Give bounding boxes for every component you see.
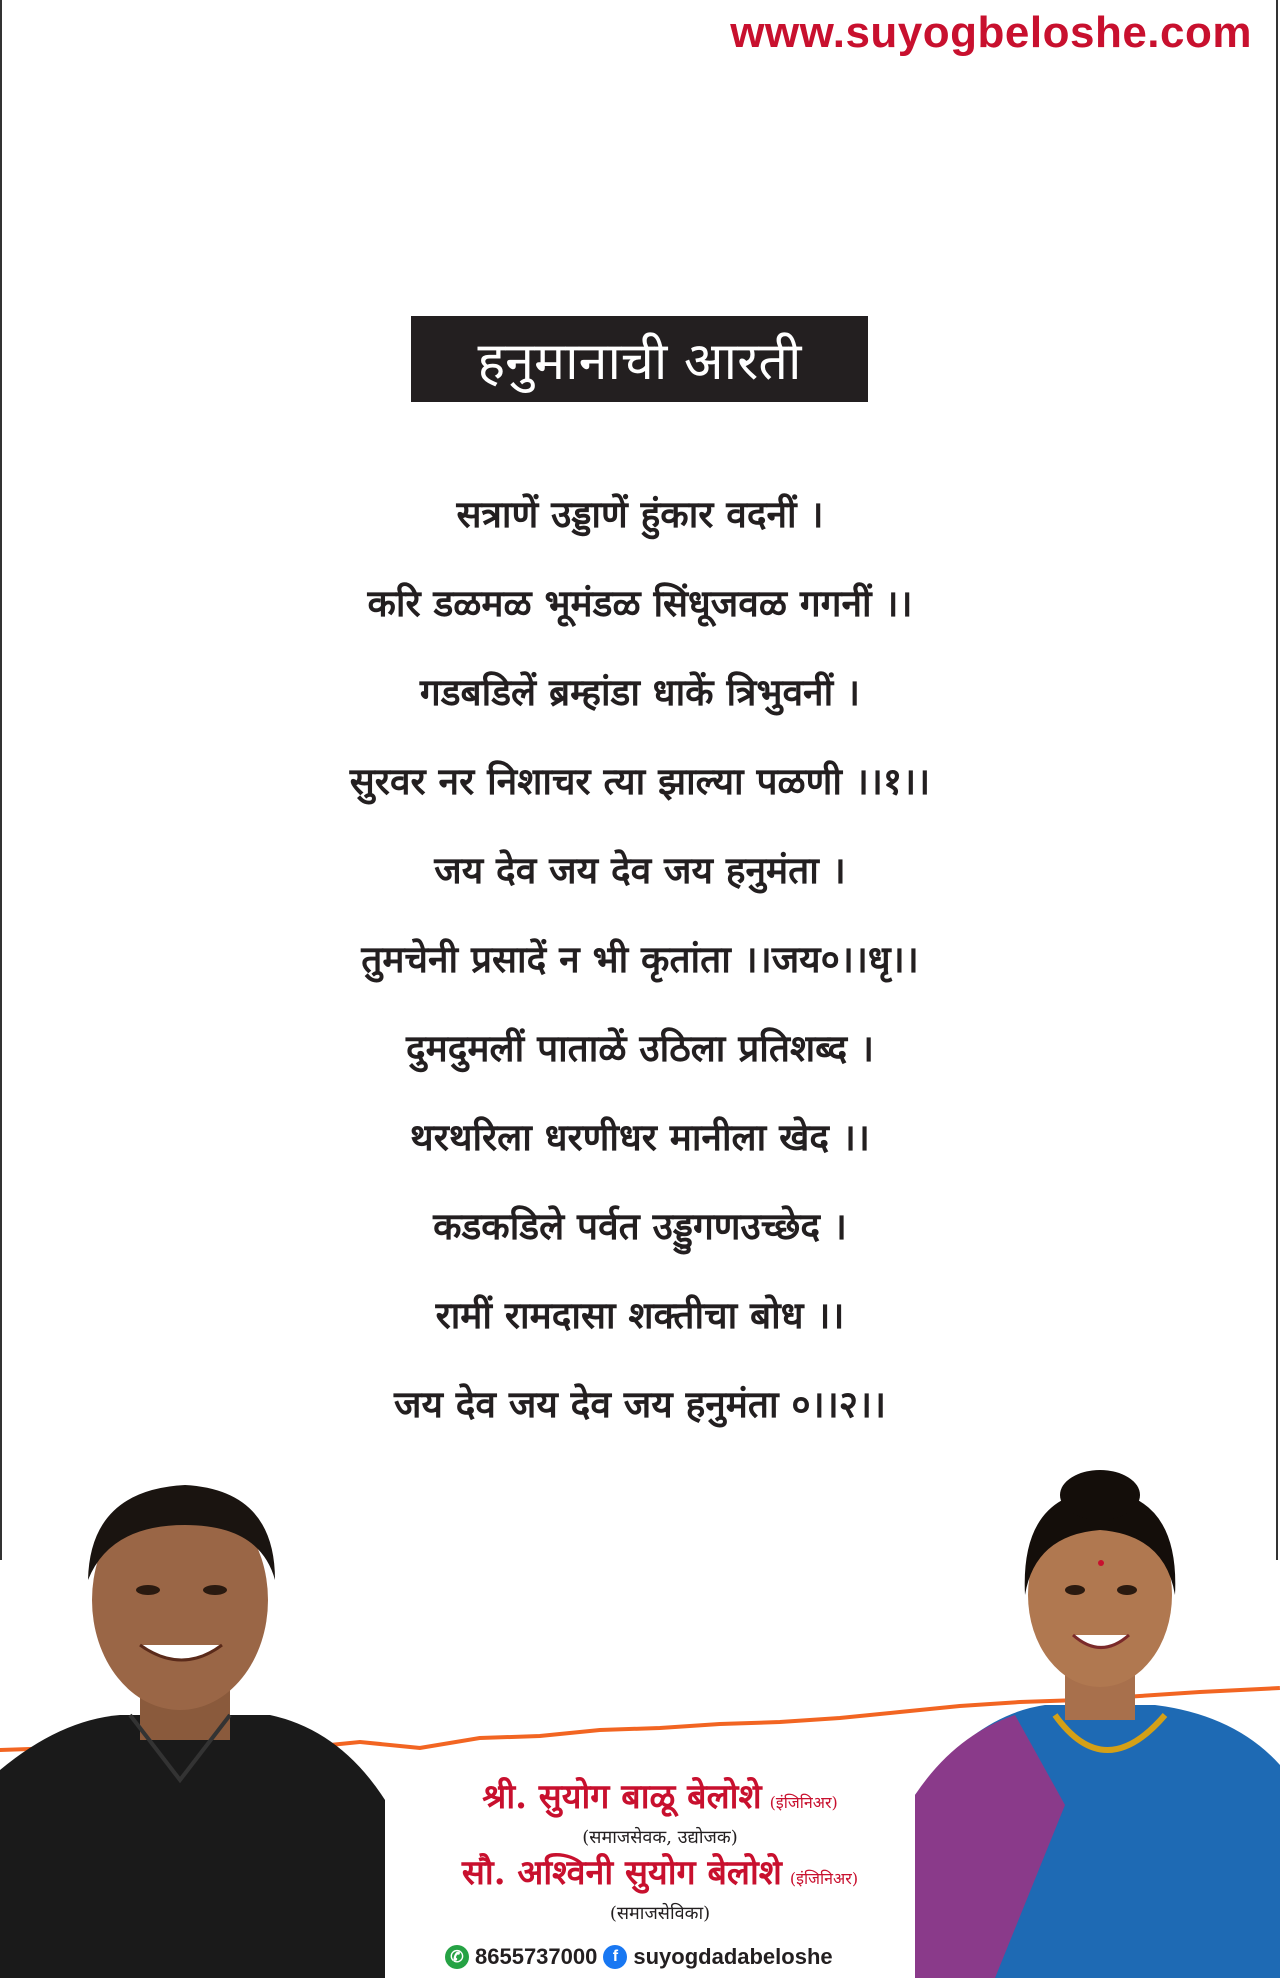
whatsapp-icon: ✆ [445, 1945, 469, 1969]
phone-number[interactable]: 8655737000 [475, 1944, 598, 1969]
verse-line: करि डळमळ भूमंडळ सिंधूजवळ गगनीं ।। [367, 582, 913, 625]
verse-line: तुमचेनी प्रसादें न भी कृतांता ।।जय०।।धृ।। [361, 938, 919, 981]
portrait-woman [915, 1465, 1280, 1978]
verse-line: गडबडिलें ब्रम्हांडा धाकें त्रिभुवनीं । [419, 671, 861, 714]
name-secondary-tag: (इंजिनिअर) [789, 1869, 859, 1888]
facebook-handle[interactable]: suyogdadabeloshe [633, 1944, 833, 1969]
aarti-verses [0, 470, 1280, 1449]
verse-line: सत्राणें उड्डाणें हुंकार वदनीं । [456, 493, 824, 536]
page-title: हनुमानाची आरती [411, 316, 868, 402]
verse-line: थरथरिला धरणीधर मानीला खेद ।। [410, 1116, 870, 1159]
facebook-icon: f [603, 1945, 627, 1969]
footer-names [390, 1775, 930, 1927]
name-secondary [390, 1851, 930, 1901]
portrait-man [0, 1470, 385, 1978]
verse-line: जय देव जय देव जय हनुमंता ०।।२।। [393, 1383, 887, 1426]
name-primary [390, 1775, 930, 1825]
verse-line: कडकडिले पर्वत उड्डुगणउच्छेद । [433, 1205, 847, 1248]
verse-line: जय देव जय देव जय हनुमंता । [434, 849, 846, 892]
name-primary-tag: (इंजिनिअर) [769, 1793, 838, 1812]
role-secondary: (समाजसेविका) [609, 1903, 711, 1924]
name-primary-text: श्री. सुयोग बाळू बेलोशे [482, 1777, 762, 1817]
name-secondary-text: सौ. अश्विनी सुयोग बेलोशे [461, 1853, 782, 1893]
contact-line [445, 1944, 905, 1970]
website-url[interactable]: www.suyogbeloshe.com [730, 8, 1252, 57]
verse-line: दुमदुमलीं पाताळें उठिला प्रतिशब्द । [405, 1027, 875, 1070]
role-primary: (समाजसेवक, उद्योजक) [582, 1827, 738, 1848]
verse-line: सुरवर नर निशाचर त्या झाल्या पळणी ।।१।। [349, 760, 931, 803]
verse-line: रामीं रामदासा शक्तीचा बोध ।। [435, 1294, 845, 1337]
